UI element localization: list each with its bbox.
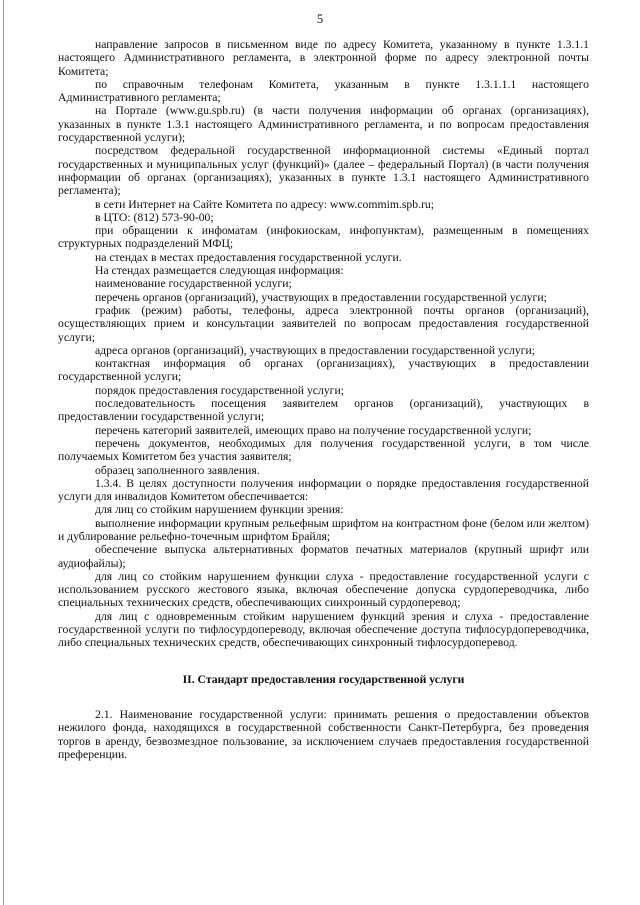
paragraph: перечень категорий заявителей, имеющих право на получение государственной услуги;: [95, 423, 532, 437]
paragraph: для лиц с одновременным стойким нарушением функций зрения и слуха - предоставление государственной услуги по тифлосурдопереводу, включая обеспечение доступа тифлосурдопереводчика, либо специальных технических средств, обеспечивающих синхронный тифлосурдоперевод.: [58, 609, 589, 650]
paragraph: по справочным телефонам Комитета, указанным в пункте 1.3.1.1.1 настоящего Административного регламента;: [58, 77, 589, 105]
paragraph: перечень документов, необходимых для получения государственной услуги, в том числе получаемых Комитетом без участия заявителя;: [58, 436, 589, 464]
section-heading: II. Стандарт предоставления государственной услуги: [182, 672, 465, 686]
paragraph: 2.1. Наименование государственной услуги: принимать решения о предоставлении объектов нежилого фонда, находящихся в государственной собственности Санкт-Петербурга, без проведения торгов в аренду, безвозмездное пользование, за исключением случаев предоставления государственной преференции.: [58, 707, 589, 761]
paragraph: на стендах в местах предоставления государственной услуги.: [95, 250, 402, 264]
paragraph: для лиц со стойким нарушением функции зрения:: [95, 503, 344, 517]
paragraph: в сети Интернет на Сайте Комитета по адресу: www.commim.spb.ru;: [95, 197, 434, 211]
paragraph: на Портале (www.gu.spb.ru) (в части получения информации об органах (организациях), указанных в пункте 1.3.1 настоящего Административного регламента, и по вопросам предоставления государственной услуги);: [58, 104, 589, 145]
paragraph: при обращении к инфоматам (инфокиоскам, инфопунктам), размещенным в помещениях структурных подразделений МФЦ;: [58, 224, 589, 251]
paragraph: для лиц со стойким нарушением функции слуха - предоставление государственной услуги с использованием русского жестового языка, включая обеспечение допуска сурдопереводчика, либо специальных технических средств, обеспечивающих синхронный сурдоперевод;: [58, 569, 589, 610]
paragraph: посредством федеральной государственной информационной системы «Единый портал государственных и муниципальных услуг (функций)» (далее – федеральный Портал) (в части получения информации об органах (организациях), указанных в пункте 1.3.1 настоящего Административного регламента);: [58, 144, 589, 198]
paragraph: наименование государственной услуги;: [95, 277, 292, 291]
paragraph: направление запросов в письменном виде по адресу Комитета, указанному в пункте 1.3.1.1 настоящего Административного регламента, в электронной форме по адресу электронной почты Комитета;: [58, 38, 589, 78]
document-body: [58, 38, 589, 761]
paragraph: выполнение информации крупным рельефным шрифтом на контрастном фоне (белом или желтом) и дублирование рельефно-точечным шрифтом Брайля;: [58, 516, 589, 543]
paragraph: адреса органов (организаций), участвующих в предоставлении государственной услуги;: [95, 343, 535, 357]
paragraph: последовательность посещения заявителем органов (организаций), участвующих в предоставлении государственной услуги;: [58, 397, 589, 424]
scan-edge-line: [3, 0, 4, 905]
page-number: 5: [316, 12, 324, 26]
paragraph: На стендах размещается следующая информация:: [95, 264, 344, 278]
paragraph: обеспечение выпуска альтернативных форматов печатных материалов (крупный шрифт или аудиофайлы);: [58, 543, 589, 570]
paragraph: в ЦТО: (812) 573-90-00;: [95, 210, 214, 224]
paragraph: график (режим) работы, телефоны, адреса электронной почты органов (организаций), осуществляющих прием и консультации заявителей по вопросам предоставления государственной услуги;: [58, 303, 589, 344]
paragraph: порядок предоставления государственной услуги;: [95, 383, 344, 397]
paragraph: образец заполненного заявления.: [95, 463, 260, 477]
paragraph: перечень органов (организаций), участвующих в предоставлении государственной услуги;: [95, 290, 547, 304]
paragraph: контактная информация об органах (организациях), участвующих в предоставлении государственной услуги;: [58, 357, 589, 384]
paragraph: 1.3.4. В целях доступности получения информации о порядке предоставления государственной услуги для инвалидов Комитетом обеспечивается:: [58, 476, 589, 504]
